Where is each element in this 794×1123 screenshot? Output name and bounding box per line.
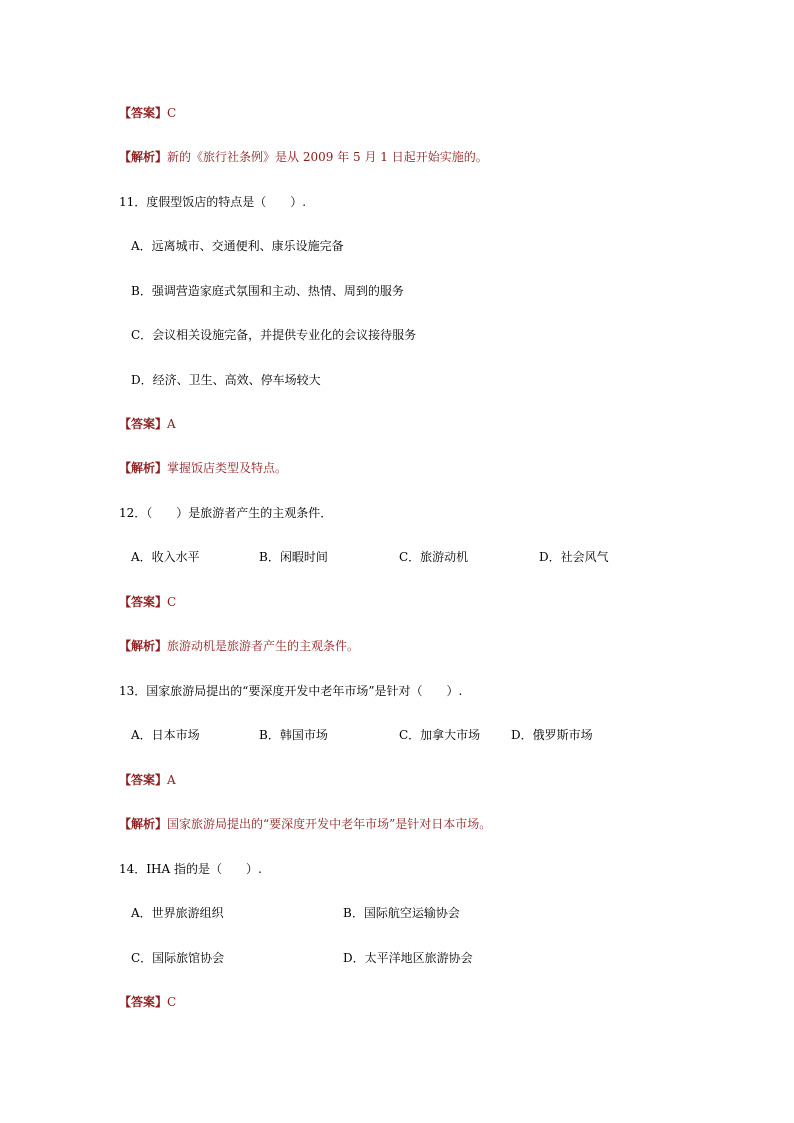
q12-option-c: C．旅游动机	[399, 550, 469, 564]
analysis-tag: 【解析】	[119, 639, 168, 653]
q14-options-row-2	[0, 950, 794, 966]
answer-tag: 【答案】	[119, 417, 168, 431]
q13-option-d: D．俄罗斯市场	[511, 728, 593, 742]
analysis-line	[119, 149, 488, 165]
question-13: 13．国家旅游局提出的“要深度开发中老年市场”是针对（ ）.	[119, 684, 463, 698]
q11-option-b: B．强调营造家庭式氛围和主动、热情、周到的服务	[131, 284, 404, 298]
answer-line	[119, 105, 176, 121]
answer-value: C	[167, 106, 177, 120]
q13-option-a: A．日本市场	[131, 728, 200, 742]
q12-options-row	[0, 549, 794, 565]
answer-tag: 【答案】	[119, 106, 168, 120]
answer-value: A	[167, 417, 176, 431]
q11-option-c: C．会议相关设施完备，并提供专业化的会议接待服务	[131, 328, 417, 342]
q13-options-row	[0, 727, 794, 743]
analysis-line	[119, 816, 491, 832]
analysis-text: 旅游动机是旅游者产生的主观条件。	[167, 639, 360, 653]
analysis-text: 新的《旅行社条例》是从 2009 年 5 月 1 日起开始实施的。	[167, 150, 488, 164]
question-12: 12．（ ）是旅游者产生的主观条件．	[119, 506, 333, 520]
q11-option-d: D．经济、卫生、高效、停车场较大	[131, 373, 321, 387]
answer-value: C	[167, 995, 177, 1009]
answer-line	[119, 416, 176, 432]
q12-option-b: B．闲暇时间	[259, 550, 328, 564]
analysis-text: 国家旅游局提出的“要深度开发中老年市场”是针对日本市场。	[167, 817, 492, 831]
question-14: 14．IHA 指的是（ ）.	[119, 862, 262, 876]
q11-option-a: A．远离城市、交通便利、康乐设施完备	[131, 239, 344, 253]
answer-line	[119, 994, 176, 1010]
q14-option-a: A．世界旅游组织	[131, 906, 224, 920]
answer-value: C	[167, 595, 177, 609]
answer-line	[119, 594, 176, 610]
q14-option-d: D．太平洋地区旅游协会	[343, 951, 473, 965]
analysis-tag: 【解析】	[119, 817, 168, 831]
answer-tag: 【答案】	[119, 595, 168, 609]
q13-option-c: C．加拿大市场	[399, 728, 481, 742]
q14-option-b: B．国际航空运输协会	[343, 906, 460, 920]
answer-tag: 【答案】	[119, 995, 168, 1009]
analysis-tag: 【解析】	[119, 461, 168, 475]
q14-option-c: C．国际旅馆协会	[131, 951, 225, 965]
question-11: 11．度假型饭店的特点是（ ）.	[119, 195, 307, 209]
q13-option-b: B．韩国市场	[259, 728, 328, 742]
analysis-line	[119, 638, 359, 654]
analysis-tag: 【解析】	[119, 150, 168, 164]
q12-option-a: A．收入水平	[131, 550, 200, 564]
q14-options-row-1	[0, 905, 794, 921]
q12-option-d: D．社会风气	[539, 550, 609, 564]
answer-line	[119, 772, 176, 788]
answer-value: A	[167, 773, 176, 787]
answer-tag: 【答案】	[119, 773, 168, 787]
analysis-text: 掌握饭店类型及特点。	[167, 461, 288, 475]
analysis-line	[119, 460, 287, 476]
